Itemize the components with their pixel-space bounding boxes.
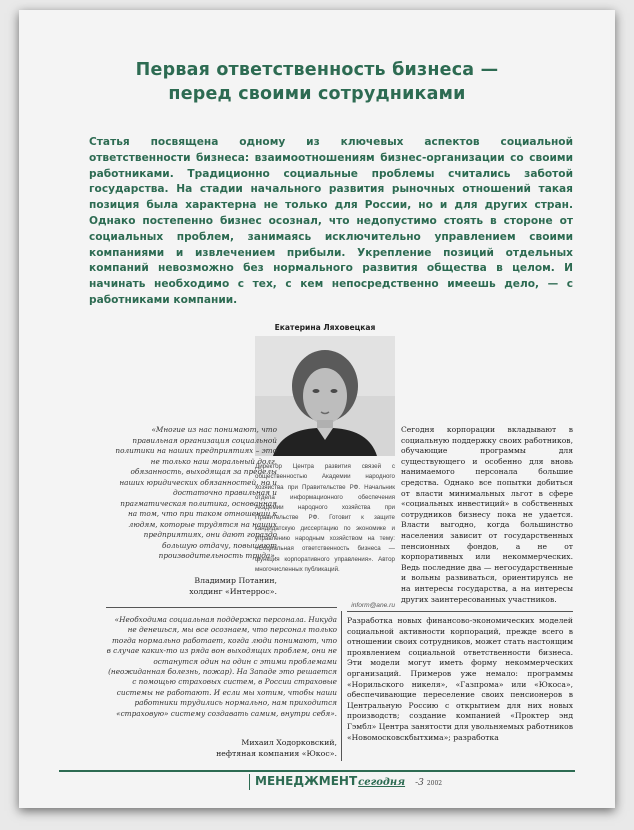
title-line-2: перед своими сотрудниками: [168, 84, 466, 104]
footer-year: 2002: [426, 780, 443, 787]
quote-potanin-org: холдинг «Интеррос».: [189, 587, 277, 596]
footer-brand-sub: сегодня: [358, 777, 406, 788]
article-title: [59, 58, 575, 106]
quote-divider: [106, 607, 337, 608]
body-text-bottom-column: Разработка новых финансово-экономических моделей социальной активности корпораций, прежде всего в отношении своих сотрудников, может стать настоящим проявлением социальной ответственности бизнеса. Эти модели могут иметь форму некоммерческих организаций. Примеров уже немало: программы «Норильского никеля», «Газпрома» или «Юкоса», обеспечивающие переселение своих пенсионеров в Центральную Россию с открытием для них новых производств; создание компанией «Проктер энд Гэмбл» Центра занятости для увольняемых работников «Новомосковскбытхима»; разработка: [347, 616, 573, 742]
title-line-1: Первая ответственность бизнеса —: [135, 60, 499, 80]
quote-potanin-name: Владимир Потанин,: [194, 576, 277, 585]
quote-potanin-signature: [109, 575, 277, 597]
quote-khodorkovsky-signature: [106, 737, 337, 759]
article-lead: Статья посвящена одному из ключевых аспектов социальной ответственности бизнеса: взаимоотношениям бизнес-организации со своими работниками. Традиционно социальные проблемы считались заботой государства. На стадии начального развития рыночных отношений такая позиция была характерна не только для России, но и для других стран. Однако постепенно бизнес осознал, что недопустимо стоять в стороне от социальных проблем, занимаясь исключительно управлением своими компаниями и извлечением прибыли. Укрепление позиций отдельных компаний невозможно без нормального развития общества в целом. И начинать необходимо с тех, с кем непосредственно имеешь дело, — с работниками компании.: [89, 136, 573, 306]
footer-brand: МЕНЕДЖМЕНТ: [255, 774, 358, 788]
magazine-page: [19, 10, 615, 808]
author-name: Екатерина Ляховецкая: [274, 323, 376, 332]
footer-rule: [59, 770, 575, 772]
author-bio: Директор Центра развития связей с общественностью Академии народного хозяйства при Правительстве РФ. Начальник отдела информационного обеспечения Академии народного хозяйства при Правительстве РФ. Готовит к защите кандидатскую диссертацию по экономике и управлению народным хозяйством на тему: «Социальная ответственность бизнеса — функция корпоративного управления». Автор многочисленных публикаций.: [255, 463, 395, 573]
body-text-right-column: Сегодня корпорации вкладывают в социальную поддержку своих работников, обучающие программы для существующего и особенно для вновь нанимаемого персонала большие средства. Однако все попытки добиться от власти минимальных льгот в сфере «социальных инвестиций» в собственных сотрудников бизнесу пока не удается. Власти выгодно, когда большинство населения зависит от государственных пенсионных фондов, а не от корпоративных или некоммерческих. Ведь последние два — негосударственные и вольны развиваться, ориентируясь не на интересы государства, а на интересы других заинтересованных участников.: [401, 425, 573, 604]
quote-khodorkovsky-org: нефтяная компания «Юкос».: [216, 749, 337, 758]
quote-khodorkovsky-name: Михаил Ходорковский,: [241, 738, 337, 747]
footer-masthead: [255, 774, 442, 790]
column-divider-horizontal: [347, 611, 573, 612]
quote-khodorkovsky: «Необходима социальная поддержка персонала. Никуда не денешься, мы все осознаем, что персонал только тогда нормально работает, когда люди понимают, что в случае каких-то из ряда вон выходящих проблем, они не останутся один на один с этими проблемами (неожиданная болезнь, пожар). На Западе это решается с помощью страховых систем, в России страховые системы не работают. И если мы хотим, чтобы наши работники трудились нормально, нам приходится «страховую» систему создавать самим, внутри себя».: [106, 615, 337, 718]
author-email: inform@ane.ru: [351, 602, 395, 609]
quote-potanin: «Многие из нас понимают, что правильная организация социальной политики на наших предприятиях – это не только наш моральный долг, обязанность, выходящая за пределы наших юридических обязанностей, но и достаточно правильная и прагматическая политика, основанная на том, что при таком отношении к людям, которые трудятся на наших предприятиях, они дают гораздо большую отдачу, повышают производительность труда».: [115, 425, 277, 560]
footer-separator: [249, 774, 250, 790]
column-divider-vertical: [341, 611, 342, 761]
footer-issue: -3: [415, 778, 424, 788]
